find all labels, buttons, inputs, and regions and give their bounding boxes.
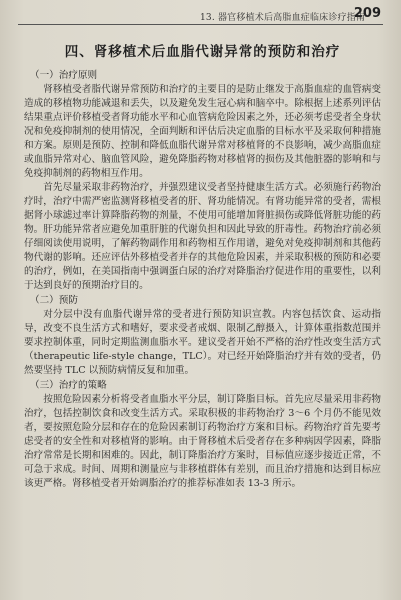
section-title: 四、肾移植术后血脂代谢异常的预防和治疗 <box>64 44 341 60</box>
header-rule <box>18 24 383 25</box>
page-body <box>24 40 381 491</box>
running-title: 13. 器官移植术后高脂血症临床诊疗指南 <box>200 13 366 23</box>
paragraph-principles-1: 肾移植受者脂代谢异常预防和治疗的主要目的是防止继发于高脂血症的血管病变造成的移植物功能减退和丢失，以及避免发生冠心病和脑卒中。除根据上述系列评估结果重点评价移植受者肾功能水平和心血管病危险因素之外，还必须考虑受者全身状况和免疫抑制剂的使用情况，全面判断和评估后决定血脂的目标水平及采取何种措施和方案。原则是预防、控制和降低血脂代谢异常对移植肾的不良影响，减少高脂血症或血脂异常对心、脑血管风险，避免降脂药物对移植肾的损伤及其他脏器的影响和与免疫抑制剂的药物相互作用。 <box>24 84 381 179</box>
subhead-treatment-strategy: （三）治疗的策略 <box>30 380 107 391</box>
subhead-prevention: （二）预防 <box>30 295 78 306</box>
subhead-treatment-principles: （一）治疗原则 <box>30 70 98 81</box>
paragraph-strategy: 按照危险因素分析将受者血脂水平分层，制订降脂目标。首先应尽量采用非药物治疗，包括控制饮食和改变生活方式。采取积极的非药物治疗 3～6 个月仍不能见效者，要按照危险分层和存在的危险因素制订药物治疗方案和目标。药物治疗首先要考虑受者的安全性和对移植肾的影响。由于肾移植术后受者存在多种病因学因素，降脂治疗常常是长期和困难的。因此，制订降脂治疗方案时，目标值应逐步接近正常，不可急于求成。时间、周期和测量应与非移植群体有差别，而且治疗措施和达到目标应该更严格。肾移植受者开始调脂治疗的推荐标准如表 13-3 所示。 <box>24 394 381 489</box>
paragraph-prevention: 对分层中没有血脂代谢异常的受者进行预防知识宣教。内容包括饮食、运动指导，改变不良生活方式和嗜好，要求受者戒烟、限制乙醇摄入，计算体重指数范围并要求控制体重，同时定期监测血脂水平。建议受者开始不严格的治疗性改变生活方式（therapeutic life-style change，TLC）。对已经开始降脂治疗并有效的受者，仍然要坚持 TLC 以预防病情反复和加重。 <box>24 309 381 376</box>
running-header <box>0 0 401 30</box>
page-number: 209 <box>353 6 381 21</box>
paragraph-principles-2: 首先尽量采取非药物治疗，并强烈建议受者坚持健康生活方式。必须施行药物治疗时，治疗中需严密监测肾移植受者的肝、肾功能情况。有肾功能异常的受者，需根据肾小球滤过率计算降脂药物的剂量，不使用可能增加肾脏损伤或降低肾脏功能的药物。肝功能异常者应避免加重肝脏的代谢负担和因此导致的肝毒性。药物治疗前必须仔细阅读使用说明，了解药物副作用和药物相互作用谱，避免对免疫抑制剂和其他药物代谢的影响。还应评估外移植受者并存的其他危险因素，并采取积极的预防和必要的治疗，例如，在美国指南中强调蛋白尿的治疗对降脂治疗促进作用的重要性，以利于达到良好的预期治疗目的。 <box>24 182 381 291</box>
